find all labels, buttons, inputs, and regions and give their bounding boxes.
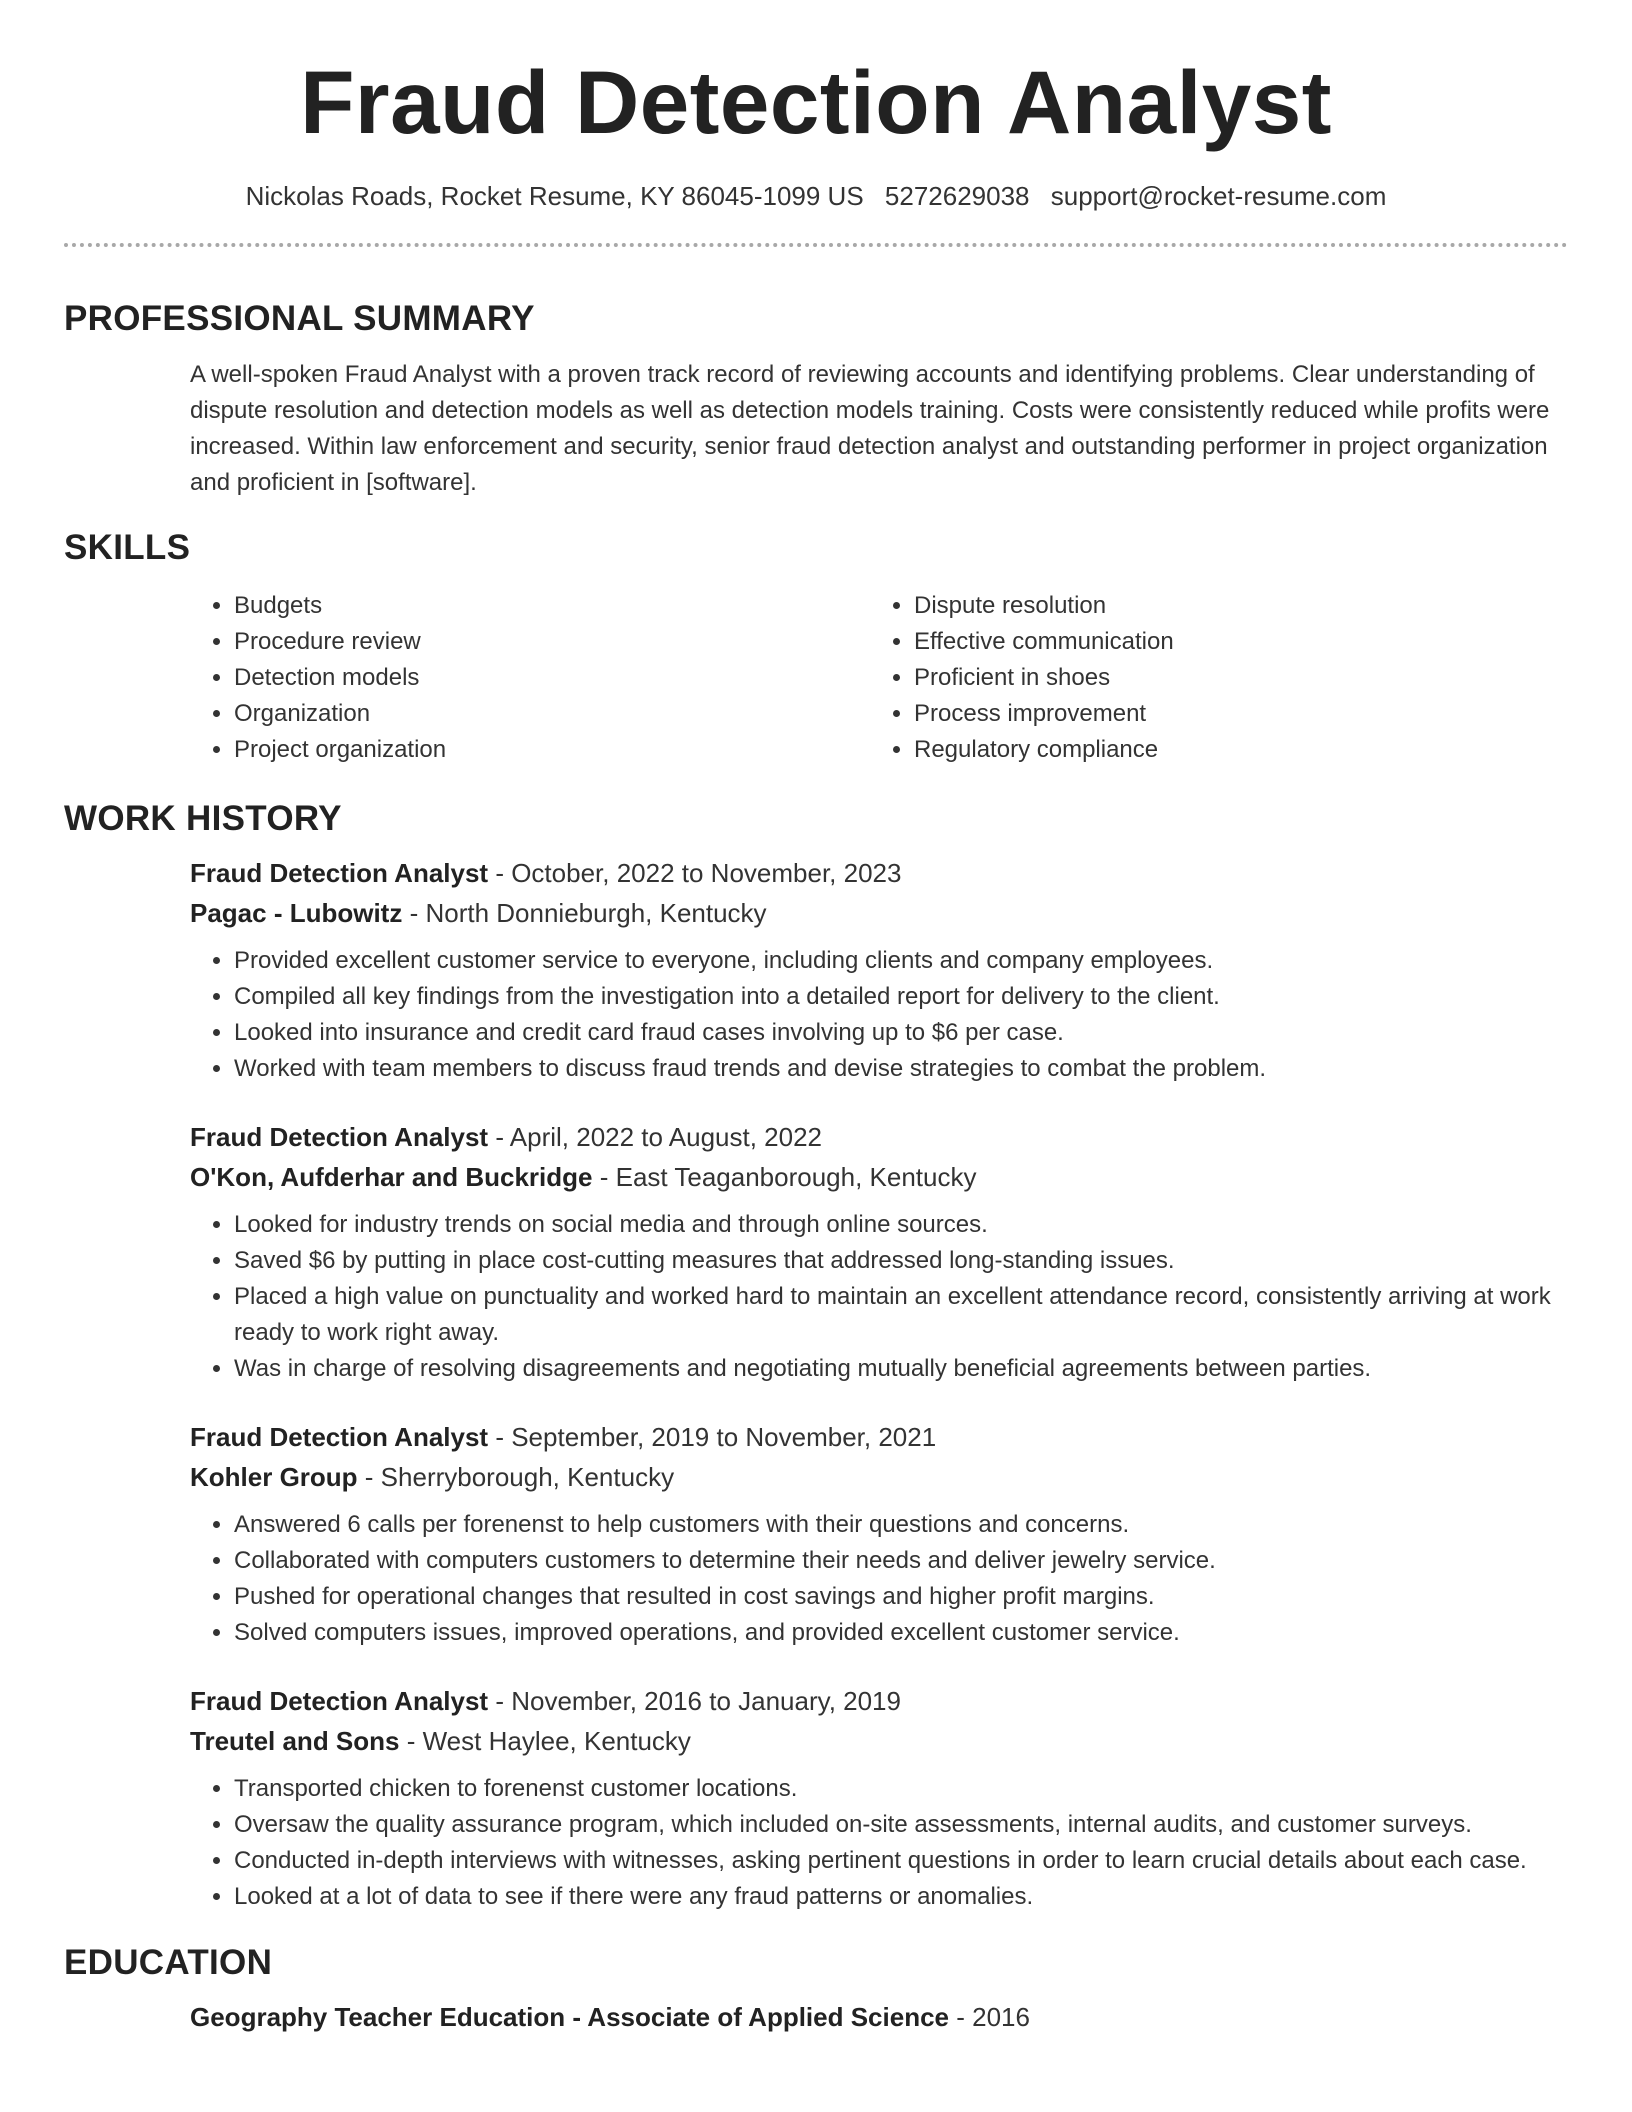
skills-list-left xyxy=(190,588,870,768)
work-history-heading: WORK HISTORY xyxy=(64,799,342,838)
job-title: Fraud Detection Analyst xyxy=(190,1422,489,1452)
education-entry xyxy=(190,1997,1568,2037)
job-title: Fraud Detection Analyst xyxy=(190,858,489,888)
job-bullets xyxy=(190,1207,1568,1387)
job-title: Fraud Detection Analyst xyxy=(190,1686,489,1716)
job-bullet: • Answered 6 calls per forenenst to help customers with their questions and concerns. xyxy=(234,1507,1568,1543)
resume-name-title: Fraud Detection Analyst xyxy=(300,52,1332,152)
job-dates: - September, 2019 to November, 2021 xyxy=(495,1422,937,1452)
job-bullet: • Conducted in-depth interviews with witnesses, asking pertinent questions in order to learn crucial details about each case. xyxy=(234,1843,1568,1879)
job-title-line xyxy=(190,1681,1568,1721)
job-bullet: • Oversaw the quality assurance program, which included on-site assessments, internal audits, and customer surveys. xyxy=(234,1807,1568,1843)
skill-item: • Proficient in shoes xyxy=(914,660,1550,696)
contact-phone: 5272629038 xyxy=(884,181,1030,211)
job-title-line xyxy=(190,853,1568,893)
degree-year: - 2016 xyxy=(956,2002,1030,2032)
job-title-line xyxy=(190,1417,1568,1457)
skill-item: • Budgets xyxy=(234,588,870,624)
contact-address: Nickolas Roads, Rocket Resume, KY 86045-1099 US xyxy=(245,181,864,211)
skill-item: • Dispute resolution xyxy=(914,588,1550,624)
degree-name: Geography Teacher Education - Associate of Applied Science xyxy=(190,2002,950,2032)
job-bullet: • Looked for industry trends on social media and through online sources. xyxy=(234,1207,1568,1243)
work-history-section xyxy=(64,801,1568,1915)
job-bullets xyxy=(190,1771,1568,1915)
job-bullet: • Looked at a lot of data to see if there were any fraud patterns or anomalies. xyxy=(234,1879,1568,1915)
job-bullet: • Saved $6 by putting in place cost-cutting measures that addressed long-standing issues. xyxy=(234,1243,1568,1279)
skill-item: • Process improvement xyxy=(914,696,1550,732)
company-name: Treutel and Sons xyxy=(190,1726,400,1756)
job-bullet: • Worked with team members to discuss fraud trends and devise strategies to combat the problem. xyxy=(234,1051,1568,1087)
company-location: - East Teaganborough, Kentucky xyxy=(599,1162,977,1192)
job-bullet: • Collaborated with computers customers to determine their needs and deliver jewelry service. xyxy=(234,1543,1568,1579)
job-entry xyxy=(64,1417,1568,1651)
job-dates: - October, 2022 to November, 2023 xyxy=(495,858,902,888)
job-bullet: • Provided excellent customer service to everyone, including clients and company employees. xyxy=(234,943,1568,979)
contact-line xyxy=(64,183,1568,209)
company-location: - North Donnieburgh, Kentucky xyxy=(409,898,767,928)
job-bullet: • Was in charge of resolving disagreements and negotiating mutually beneficial agreements between parties. xyxy=(234,1351,1568,1387)
header-divider xyxy=(64,243,1568,247)
skills-heading: SKILLS xyxy=(64,528,191,567)
education-section xyxy=(64,1945,1568,2037)
job-entry xyxy=(64,853,1568,1087)
job-title-line xyxy=(190,1117,1568,1157)
job-bullet: • Pushed for operational changes that resulted in cost savings and higher profit margins. xyxy=(234,1579,1568,1615)
job-dates: - April, 2022 to August, 2022 xyxy=(495,1122,823,1152)
skills-list-right xyxy=(870,588,1550,768)
job-bullet: • Placed a high value on punctuality and worked hard to maintain an excellent attendance record, consistently arriving at work ready to work right away. xyxy=(234,1279,1568,1351)
job-bullet: • Compiled all key findings from the investigation into a detailed report for delivery to the client. xyxy=(234,979,1568,1015)
skill-item: • Procedure review xyxy=(234,624,870,660)
company-line xyxy=(190,1157,1568,1197)
company-location: - Sherryborough, Kentucky xyxy=(364,1462,675,1492)
company-name: Pagac - Lubowitz xyxy=(190,898,403,928)
company-line xyxy=(190,1721,1568,1761)
skill-item: • Effective communication xyxy=(914,624,1550,660)
company-name: O'Kon, Aufderhar and Buckridge xyxy=(190,1162,593,1192)
company-location: - West Haylee, Kentucky xyxy=(406,1726,691,1756)
summary-heading: PROFESSIONAL SUMMARY xyxy=(64,299,535,338)
company-name: Kohler Group xyxy=(190,1462,358,1492)
skill-item: • Organization xyxy=(234,696,870,732)
skill-item: • Project organization xyxy=(234,732,870,768)
contact-email: support@rocket-resume.com xyxy=(1050,181,1387,211)
job-bullet: • Transported chicken to forenenst customer locations. xyxy=(234,1771,1568,1807)
education-heading: EDUCATION xyxy=(64,1943,273,1982)
skill-item: • Detection models xyxy=(234,660,870,696)
job-bullets xyxy=(190,943,1568,1087)
job-bullet: • Looked into insurance and credit card fraud cases involving up to $6 per case. xyxy=(234,1015,1568,1051)
job-entry xyxy=(64,1117,1568,1387)
job-title: Fraud Detection Analyst xyxy=(190,1122,489,1152)
job-bullets xyxy=(190,1507,1568,1651)
company-line xyxy=(190,1457,1568,1497)
summary-section xyxy=(64,301,1568,501)
summary-text: A well-spoken Fraud Analyst with a proven track record of reviewing accounts and identifying problems. Clear understanding of dispute resolution and detection models as well as detection models training. Costs were consistently reduced while profits were increased. Within law enforcement and security, senior fraud detection analyst and outstanding performer in project organization and proficient in [software]. xyxy=(190,361,1550,496)
skill-item: • Regulatory compliance xyxy=(914,732,1550,768)
job-entry xyxy=(64,1681,1568,1915)
job-bullet: • Solved computers issues, improved operations, and provided excellent customer service. xyxy=(234,1615,1568,1651)
skills-section xyxy=(64,530,1568,768)
job-dates: - November, 2016 to January, 2019 xyxy=(495,1686,901,1716)
company-line xyxy=(190,893,1568,933)
